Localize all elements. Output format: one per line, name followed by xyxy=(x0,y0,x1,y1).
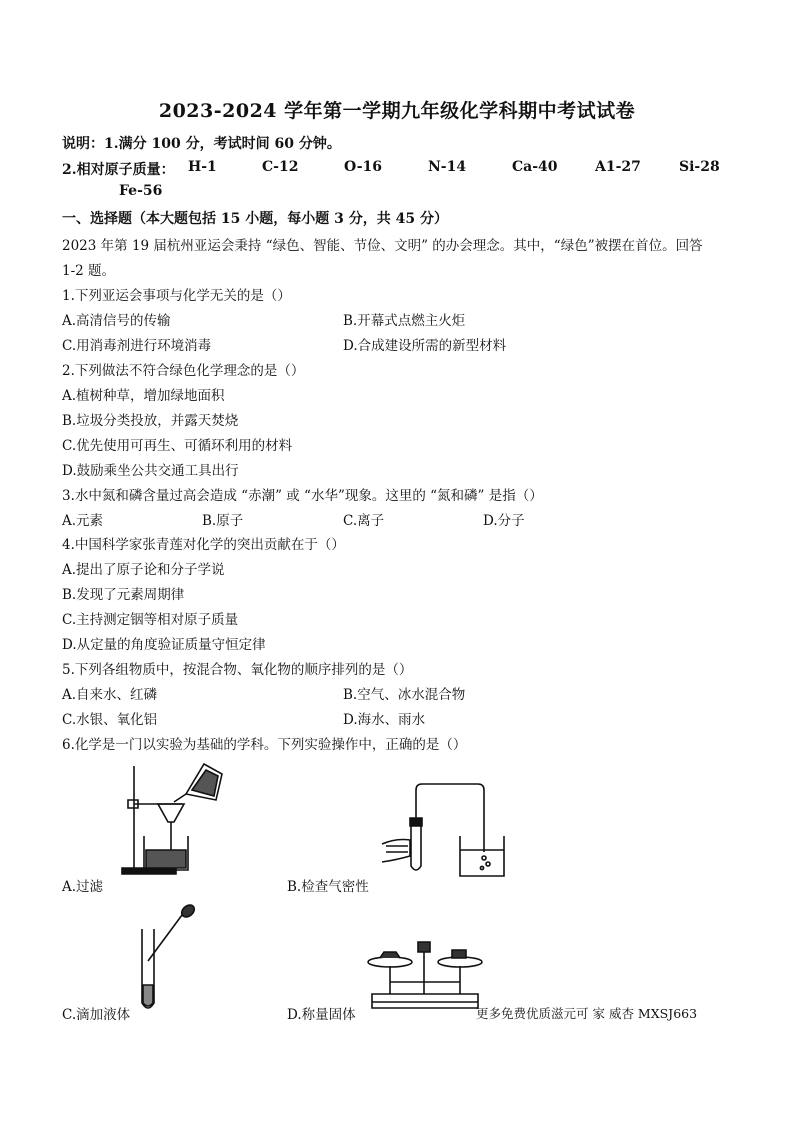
question-5-option-d[interactable]: D.海水、雨水 xyxy=(343,712,426,728)
footer-note: 更多免费优质滋元可 家 威杏 MXSJ663 xyxy=(476,1006,698,1021)
section-heading: 一、选择题（本大题包括 15 小题，每小题 3 分，共 45 分） xyxy=(62,211,448,227)
question-5-option-a[interactable]: A.自来水、红磷 xyxy=(62,687,158,703)
question-3-option-b[interactable]: B.原子 xyxy=(202,513,244,529)
question-6-option-a[interactable]: A.过滤 xyxy=(62,879,104,895)
section-intro-line-1: 2023 年第 19 届杭州亚运会秉持 “绿色、智能、节俭、文明” 的办会理念。其中，“绿色”被摆在首位。回答 xyxy=(62,238,703,254)
filtration-apparatus-illustration xyxy=(108,760,228,878)
question-3-option-d[interactable]: D.分子 xyxy=(483,513,525,529)
question-3-option-a[interactable]: A.元素 xyxy=(62,513,104,529)
question-5-stem: 5.下列各组物质中，按混合物、氧化物的顺序排列的是（） xyxy=(62,662,413,678)
question-4-option-a[interactable]: A.提出了原子论和分子学说 xyxy=(62,562,225,578)
question-5-option-b[interactable]: B.空气、冰水混合物 xyxy=(343,687,466,703)
question-2-option-a[interactable]: A.植树种草，增加绿地面积 xyxy=(62,388,225,404)
page-title: 2023-2024 学年第一学期九年级化学科期中考试试卷 xyxy=(158,100,636,122)
mass-o: O-16 xyxy=(344,159,383,175)
question-3-stem: 3.水中氮和磷含量过高会造成 “赤潮” 或 “水华”现象。这里的 “氮和磷” 是指（） xyxy=(62,488,543,504)
question-2-stem: 2.下列做法不符合绿色化学理念的是（） xyxy=(62,363,305,379)
mass-n: N-14 xyxy=(428,159,467,175)
question-6-option-d[interactable]: D.称量固体 xyxy=(287,1007,356,1023)
question-4-option-b[interactable]: B.发现了元素周期律 xyxy=(62,587,185,603)
mass-ca: Ca-40 xyxy=(512,159,558,175)
question-6-option-c[interactable]: C.滴加液体 xyxy=(62,1007,131,1023)
question-2-option-d[interactable]: D.鼓励乘坐公共交通工具出行 xyxy=(62,463,239,479)
question-5-option-c[interactable]: C.水银、氧化铝 xyxy=(62,712,158,728)
mass-al: A1-27 xyxy=(595,159,641,175)
balance-scale-illustration xyxy=(364,936,488,1014)
question-1-option-b[interactable]: B.开幕式点燃主火炬 xyxy=(343,313,466,329)
question-1-option-d[interactable]: D.合成建设所需的新型材料 xyxy=(343,338,507,354)
question-4-option-c[interactable]: C.主持测定铟等相对原子质量 xyxy=(62,612,239,628)
question-1-option-a[interactable]: A.高清信号的传输 xyxy=(62,313,171,329)
question-1-option-c[interactable]: C.用消毒剂进行环境消毒 xyxy=(62,338,212,354)
mass-h: H-1 xyxy=(188,159,217,175)
question-4-stem: 4.中国科学家张青莲对化学的突出贡献在于（） xyxy=(62,537,345,553)
question-2-option-b[interactable]: B.垃圾分类投放，并露天焚烧 xyxy=(62,413,239,429)
dropper-test-tube-illustration xyxy=(138,905,208,1017)
question-2-option-c[interactable]: C.优先使用可再生、可循环利用的材料 xyxy=(62,438,293,454)
question-1-stem: 1.下列亚运会事项与化学无关的是（） xyxy=(62,288,291,304)
mass-fe: Fe-56 xyxy=(119,183,163,199)
question-6-option-b[interactable]: B.检查气密性 xyxy=(287,879,369,895)
section-intro-line-2: 1-2 题。 xyxy=(62,263,116,279)
notes-line-2-label: 2.相对原子质量： xyxy=(62,162,175,178)
airtightness-check-illustration xyxy=(380,780,510,880)
question-6-stem: 6.化学是一门以实验为基础的学科。下列实验操作中，正确的是（） xyxy=(62,737,467,753)
mass-si: Si-28 xyxy=(679,159,720,175)
mass-c: C-12 xyxy=(262,159,299,175)
question-4-option-d[interactable]: D.从定量的角度验证质量守恒定律 xyxy=(62,637,266,653)
question-3-option-c[interactable]: C.离子 xyxy=(343,513,385,529)
notes-line-1: 说明：1.满分 100 分，考试时间 60 分钟。 xyxy=(62,136,341,152)
